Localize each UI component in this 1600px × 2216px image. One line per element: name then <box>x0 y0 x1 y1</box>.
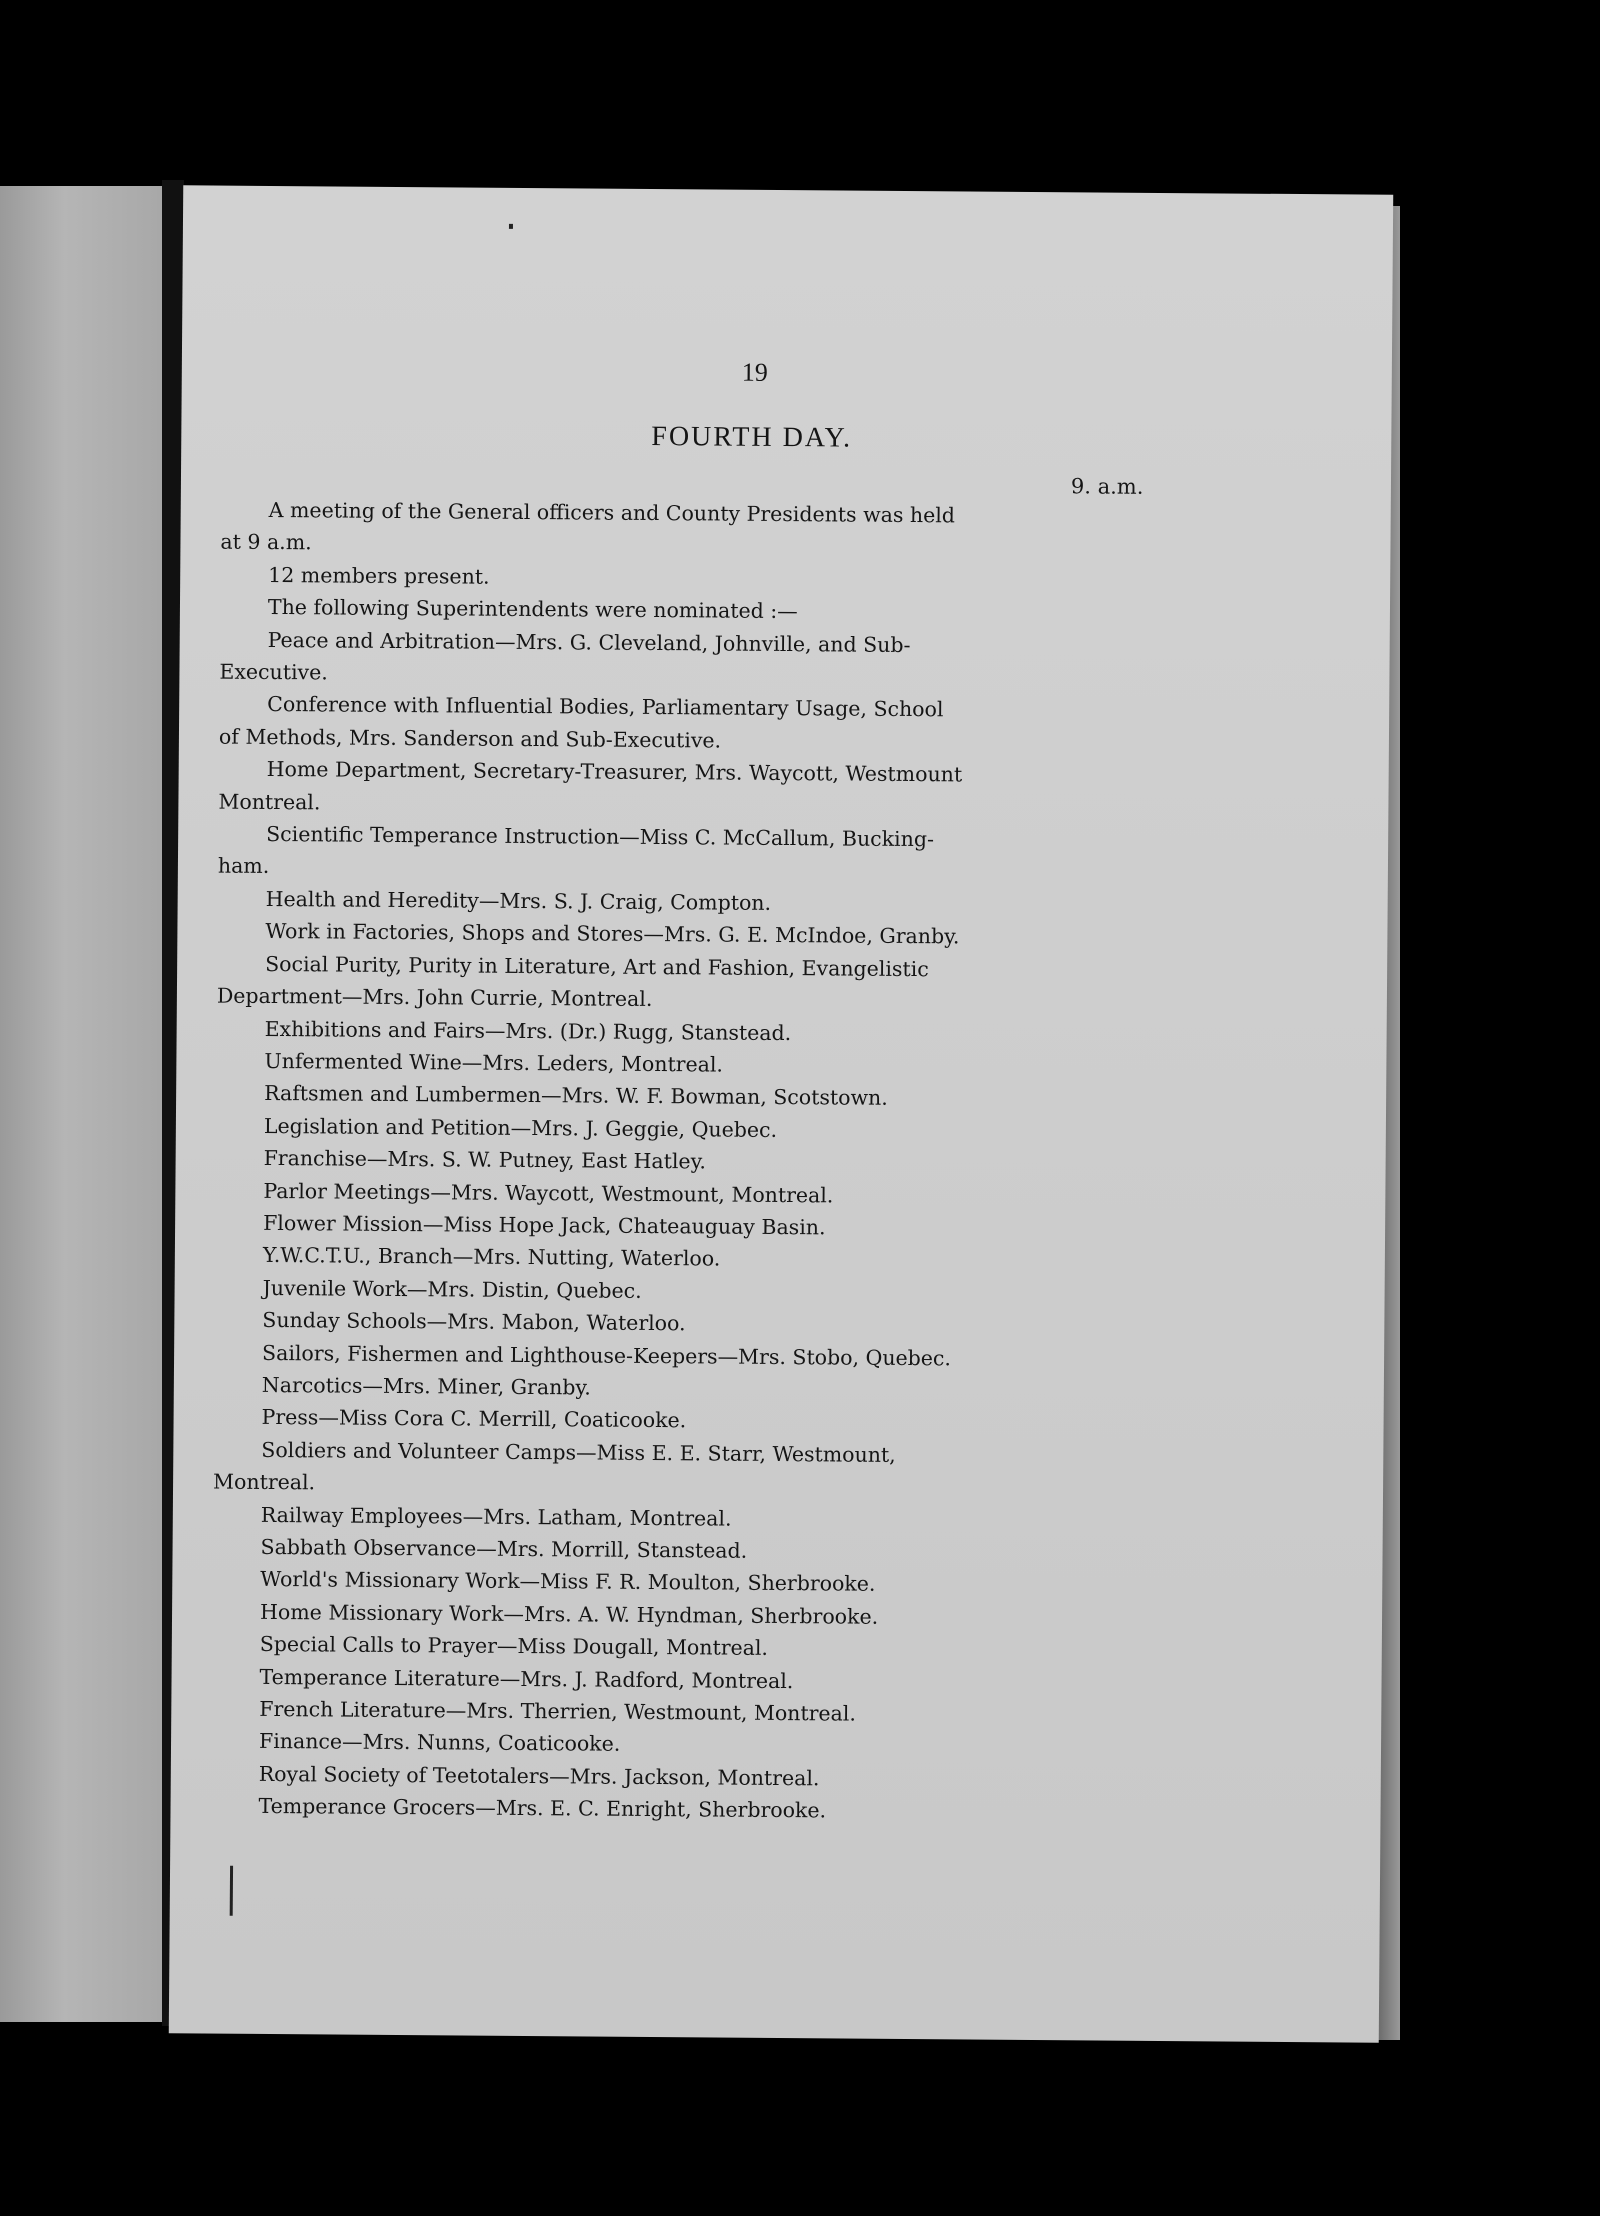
nomination-paragraph <box>218 753 1342 826</box>
paragraph-line: A meeting of the General officers and County Presidents was held <box>268 497 956 528</box>
paragraph-line: Special Calls to Prayer—Miss Dougall, Montreal. <box>259 1632 769 1661</box>
paragraph-line: Sunday Schools—Mrs. Mabon, Waterloo. <box>262 1308 686 1336</box>
paragraph-continuation-line: Executive. <box>219 659 328 685</box>
paragraph-line: The following Superintendents were nominated :— <box>267 595 798 624</box>
paragraph-continuation-line: ham. <box>217 854 270 879</box>
paragraph-line: Finance—Mrs. Nunns, Coaticooke. <box>258 1729 621 1757</box>
paragraph-line: Conference with Influential Bodies, Parliamentary Usage, School <box>267 692 944 722</box>
nomination-paragraph <box>216 947 1341 1020</box>
paragraph-line: Royal Society of Teetotalers—Mrs. Jackson, Montreal. <box>258 1761 820 1791</box>
paragraph-line: Home Missionary Work—Mrs. A. W. Hyndman, Sherbrooke. <box>259 1599 879 1629</box>
paragraph-line: Railway Employees—Mrs. Latham, Montreal. <box>260 1502 732 1531</box>
nomination-paragraph <box>220 494 1344 567</box>
paragraph-line: French Literature—Mrs. Therrien, Westmount, Montreal. <box>259 1696 857 1726</box>
previous-page-edge <box>0 186 162 2022</box>
session-time: 9. a.m. <box>1070 474 1144 499</box>
paragraph-line: Y.W.C.T.U., Branch—Mrs. Nutting, Waterloo. <box>262 1243 721 1271</box>
paragraph-line: Franchise—Mrs. S. W. Putney, East Hatley. <box>263 1146 707 1174</box>
section-title: FOURTH DAY. <box>651 420 853 454</box>
margin-mark <box>230 1866 233 1916</box>
paragraph-line: Sabbath Observance—Mrs. Morrill, Stanstead. <box>260 1534 748 1563</box>
paragraph-line: Flower Mission—Miss Hope Jack, Chateauguay Basin. <box>263 1210 826 1240</box>
paragraph-line: 12 members present. <box>268 562 490 589</box>
paragraph-line: Parlor Meetings—Mrs. Waycott, Westmount, Montreal. <box>263 1178 834 1207</box>
nomination-paragraph <box>219 623 1343 696</box>
nomination-paragraph <box>213 1434 1337 1507</box>
paragraph-continuation-line: at 9 a.m. <box>220 529 312 555</box>
print-speck <box>509 224 513 229</box>
paragraph-line: Social Purity, Purity in Literature, Art and Fashion, Evangelistic <box>265 951 929 981</box>
paragraph-line: Home Department, Secretary-Treasurer, Mrs. Waycott, Westmount <box>266 757 963 787</box>
paragraph-continuation-line: Montreal. <box>218 789 321 815</box>
paragraph-line: Legislation and Petition—Mrs. J. Geggie, Quebec. <box>263 1113 778 1142</box>
paragraph-line: Temperance Literature—Mrs. J. Radford, Montreal. <box>259 1664 794 1693</box>
paragraph-line: Unfermented Wine—Mrs. Leders, Montreal. <box>264 1048 724 1077</box>
paragraph-continuation-line: Department—Mrs. John Currie, Montreal. <box>216 983 653 1012</box>
paragraph-line: Narcotics—Mrs. Miner, Granby. <box>261 1372 591 1400</box>
page-body <box>213 494 1344 1831</box>
paragraph-line: Exhibitions and Fairs—Mrs. (Dr.) Rugg, Stanstead. <box>264 1016 792 1045</box>
paragraph-line: Raftsmen and Lumbermen—Mrs. W. F. Bowman, Scotstown. <box>264 1081 888 1111</box>
paragraph-line: Juvenile Work—Mrs. Distin, Quebec. <box>262 1275 642 1303</box>
paragraph-line: Sailors, Fishermen and Lighthouse-Keepers—Mrs. Stobo, Quebec. <box>262 1340 952 1370</box>
paragraph-line: Peace and Arbitration—Mrs. G. Cleveland, Johnville, and Sub- <box>267 627 911 657</box>
paragraph-line: Work in Factories, Shops and Stores—Mrs. G. E. McIndoe, Granby. <box>265 919 960 949</box>
scanned-page <box>169 185 1393 2042</box>
nomination-paragraph <box>217 818 1342 891</box>
nomination-paragraph <box>218 688 1343 761</box>
paragraph-line: Temperance Grocers—Mrs. E. C. Enright, Sherbrooke. <box>258 1794 827 1823</box>
paragraph-line: Press—Miss Cora C. Merrill, Coaticooke. <box>261 1405 687 1433</box>
paragraph-line: Health and Heredity—Mrs. S. J. Craig, Compton. <box>265 886 772 915</box>
paragraph-line: World's Missionary Work—Miss F. R. Moulton, Sherbrooke. <box>260 1567 876 1597</box>
paragraph-line: Scientific Temperance Instruction—Miss C. McCallum, Bucking- <box>266 822 935 852</box>
page-number: 19 <box>741 357 768 387</box>
paragraph-line: Soldiers and Volunteer Camps—Miss E. E. Starr, Westmount, <box>261 1437 896 1467</box>
paragraph-continuation-line: of Methods, Mrs. Sanderson and Sub-Executive. <box>218 724 722 753</box>
paragraph-continuation-line: Montreal. <box>213 1469 316 1495</box>
